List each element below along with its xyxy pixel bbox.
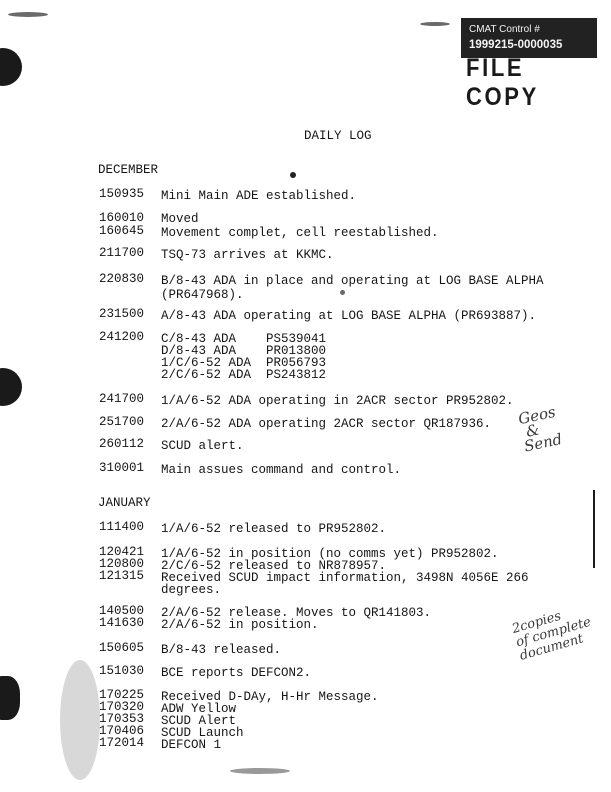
log-time: 251700 xyxy=(99,415,145,429)
log-text: 2/C/6-52 ADA PS243812 xyxy=(161,368,327,382)
log-time: 260112 xyxy=(99,437,145,451)
log-text: SCUD alert. xyxy=(161,439,244,453)
log-time: 211700 xyxy=(99,246,145,260)
scan-speck xyxy=(420,22,450,26)
handwritten-margin-note: Geos & Send xyxy=(516,402,564,456)
scan-speck xyxy=(60,660,100,780)
log-text: 1/C/6-52 ADA PR056793 xyxy=(161,356,327,370)
log-time: 141630 xyxy=(99,616,145,630)
log-text: DEFCON 1 xyxy=(161,738,222,752)
log-text: degrees. xyxy=(161,583,222,597)
log-time: 151030 xyxy=(99,664,145,678)
log-text: BCE reports DEFCON2. xyxy=(161,666,312,680)
scan-speck xyxy=(290,172,296,178)
log-text: B/8-43 ADA in place and operating at LOG BASE ALPHA xyxy=(161,274,544,288)
log-text: Moved xyxy=(161,212,199,226)
log-text: 2/A/6-52 release. Moves to QR141803. xyxy=(161,606,432,620)
log-time: 170406 xyxy=(99,724,145,738)
log-time: 150605 xyxy=(99,641,145,655)
punch-hole-middle xyxy=(0,368,22,406)
file-copy-stamp: FILE COPY xyxy=(466,54,539,111)
log-text: 1/A/6-52 ADA operating in 2ACR sector PR952802. xyxy=(161,394,514,408)
scan-speck xyxy=(340,290,345,295)
log-text: Received SCUD impact information, 3498N 4056E 266 xyxy=(161,571,529,585)
control-number: 1999215-0000035 xyxy=(469,39,563,51)
log-time: 172014 xyxy=(99,736,145,750)
log-time: 220830 xyxy=(99,272,145,286)
log-text: ADW Yellow xyxy=(161,702,237,716)
log-time: 241200 xyxy=(99,330,145,344)
log-time: 150935 xyxy=(99,187,145,201)
log-text: Received D-DAy, H-Hr Message. xyxy=(161,690,379,704)
log-time: 310001 xyxy=(99,461,145,475)
log-time: 231500 xyxy=(99,307,145,321)
log-text: (PR647968). xyxy=(161,288,244,302)
punch-hole-bottom xyxy=(0,676,20,720)
log-text: TSQ-73 arrives at KKMC. xyxy=(161,248,334,262)
log-time: 160645 xyxy=(99,224,145,238)
log-time: 111400 xyxy=(99,520,145,534)
log-text: C/8-43 ADA PS539041 xyxy=(161,332,327,346)
log-time: 121315 xyxy=(99,569,145,583)
log-time: 170225 xyxy=(99,688,145,702)
log-time: 140500 xyxy=(99,604,145,618)
log-time: 120800 xyxy=(99,557,145,571)
log-time: 241700 xyxy=(99,392,145,406)
punch-hole-top xyxy=(0,48,22,86)
log-text: Main assues command and control. xyxy=(161,463,402,477)
log-time: 170353 xyxy=(99,712,145,726)
log-text: SCUD Alert xyxy=(161,714,237,728)
log-text: 2/A/6-52 ADA operating 2ACR sector QR187936. xyxy=(161,417,492,431)
log-time: 120421 xyxy=(99,545,145,559)
log-text: Mini Main ADE established. xyxy=(161,189,357,203)
control-label: CMAT Control # xyxy=(469,24,540,35)
document-title: DAILY LOG xyxy=(304,129,372,143)
section-heading-december: DECEMBER xyxy=(98,163,159,177)
log-time: 170320 xyxy=(99,700,145,714)
log-text: 2/A/6-52 in position. xyxy=(161,618,319,632)
scan-speck xyxy=(230,768,290,774)
log-text: 1/A/6-52 released to PR952802. xyxy=(161,522,387,536)
log-text: 2/C/6-52 released to NR878957. xyxy=(161,559,387,573)
log-text: 1/A/6-52 in position (no comms yet) PR952802. xyxy=(161,547,499,561)
log-text: SCUD Launch xyxy=(161,726,244,740)
log-time: 160010 xyxy=(99,211,145,225)
log-text: D/8-43 ADA PR013800 xyxy=(161,344,327,358)
log-text: A/8-43 ADA operating at LOG BASE ALPHA (PR693887). xyxy=(161,309,537,323)
cmat-control-stamp xyxy=(461,18,597,58)
log-text: Movement complet, cell reestablished. xyxy=(161,226,439,240)
scan-speck xyxy=(8,12,48,17)
section-heading-january: JANUARY xyxy=(98,496,151,510)
log-text: B/8-43 released. xyxy=(161,643,282,657)
handwritten-bottom-note: 2copies of complete document xyxy=(510,608,593,664)
margin-bar xyxy=(593,490,595,568)
